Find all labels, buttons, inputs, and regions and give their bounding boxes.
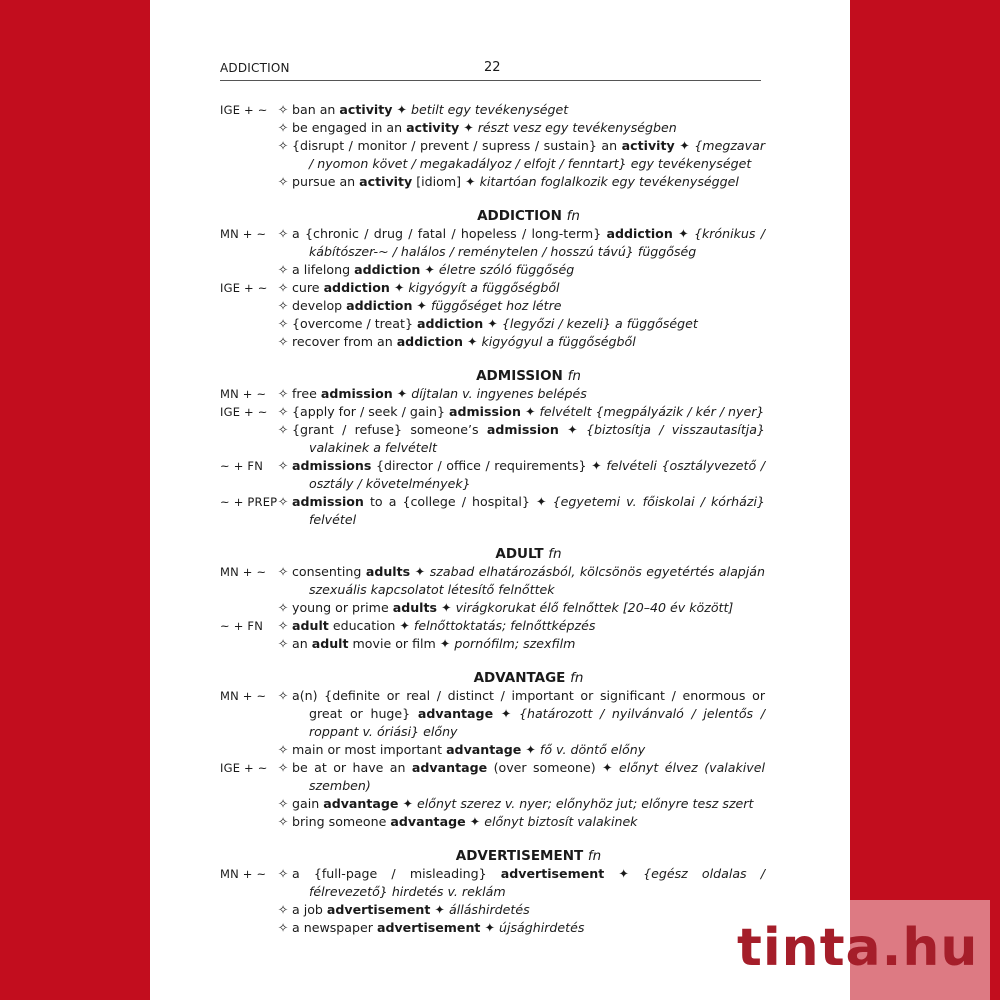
grammar-label: [220, 261, 274, 279]
watermark-logo: tinta.hu: [737, 918, 979, 978]
headword-text: ADVANTAGE: [473, 670, 566, 686]
diamond-bullet-icon: ✧: [277, 316, 289, 331]
dictionary-entry: [220, 367, 765, 529]
grammar-label: IGE + ~: [220, 103, 268, 117]
dictionary-entry: [220, 101, 765, 191]
collocation-line: [220, 137, 765, 173]
collocation-line: [220, 795, 765, 813]
headword: [292, 207, 765, 225]
running-header: [220, 60, 761, 81]
collocation-line: [220, 279, 765, 297]
collocation-text: consenting adults ✦ szabad elhatározásból, kölcsönös egyetértés alapján szexuális kapcsolatot létesítő felnőttek: [292, 564, 765, 597]
diamond-bullet-icon: ✧: [277, 386, 289, 401]
grammar-label: [220, 119, 274, 137]
collocation-line: [220, 865, 765, 901]
collocation-line: [220, 101, 765, 119]
collocation-line: [220, 687, 765, 741]
diamond-bullet-icon: ✧: [277, 120, 289, 135]
collocation-line: [220, 225, 765, 261]
part-of-speech: fn: [567, 368, 581, 384]
grammar-label: [220, 919, 274, 937]
grammar-label: [220, 421, 274, 457]
headword-text: ADULT: [495, 546, 544, 562]
dictionary-entry: [220, 847, 765, 937]
grammar-label: MN + ~: [220, 565, 267, 579]
collocation-line: [220, 759, 765, 795]
grammar-label: MN + ~: [220, 867, 267, 881]
collocation-line: [220, 261, 765, 279]
diamond-bullet-icon: ✧: [277, 902, 289, 917]
grammar-label: MN + ~: [220, 227, 267, 241]
collocation-line: [220, 403, 765, 421]
headword-text: ADMISSION: [476, 368, 563, 384]
headword: [292, 545, 765, 563]
collocation-text: a job advertisement ✦ álláshirdetés: [292, 902, 530, 917]
collocation-line: [220, 617, 765, 635]
diamond-bullet-icon: ✧: [277, 600, 289, 615]
collocation-text: a lifelong addiction ✦ életre szóló függőség: [292, 262, 575, 277]
collocation-text: free admission ✦ díjtalan v. ingyenes belépés: [292, 386, 587, 401]
dictionary-page: [150, 0, 850, 1000]
dictionary-entry: [220, 669, 765, 831]
diamond-bullet-icon: ✧: [277, 138, 289, 153]
diamond-bullet-icon: ✧: [277, 636, 289, 651]
headword: [292, 847, 765, 865]
diamond-bullet-icon: ✧: [277, 618, 289, 633]
grammar-label: MN + ~: [220, 689, 267, 703]
collocation-text: gain advantage ✦ előnyt szerez v. nyer; előnyhöz jut; előnyre tesz szert: [292, 796, 754, 811]
diamond-bullet-icon: ✧: [277, 458, 289, 473]
collocation-text: a(n) {definite or real / distinct / important or significant / enormous or great or huge} advantage ✦ {határozott / nyilvánvaló / jelentős / roppant v. óriási} előny: [292, 688, 765, 739]
collocation-text: admissions {director / office / requirements} ✦ felvételi {osztályvezető / osztály / követelmények}: [292, 458, 766, 491]
grammar-label: [220, 741, 274, 759]
grammar-label: ~ + PREP: [220, 495, 278, 509]
grammar-label: [220, 297, 274, 315]
collocation-text: {overcome / treat} addiction ✦ {legyőzi / kezeli} a függőséget: [292, 316, 698, 331]
grammar-label: [220, 173, 274, 191]
grammar-label: [220, 901, 274, 919]
grammar-label: [220, 599, 274, 617]
grammar-label: [220, 635, 274, 653]
dictionary-entry: [220, 207, 765, 351]
grammar-label: [220, 333, 274, 351]
diamond-bullet-icon: ✧: [277, 494, 289, 509]
collocation-text: recover from an addiction ✦ kigyógyul a függőségből: [292, 334, 636, 349]
grammar-label: [220, 795, 274, 813]
diamond-bullet-icon: ✧: [277, 564, 289, 579]
collocation-line: [220, 333, 765, 351]
dictionary-entry: [220, 545, 765, 653]
diamond-bullet-icon: ✧: [277, 866, 289, 881]
headword: [292, 367, 765, 385]
collocation-line: [220, 385, 765, 403]
collocation-line: [220, 635, 765, 653]
collocation-text: cure addiction ✦ kigyógyít a függőségből: [292, 280, 560, 295]
grammar-label: IGE + ~: [220, 281, 268, 295]
part-of-speech: fn: [570, 670, 584, 686]
collocation-line: [220, 173, 765, 191]
collocation-text: develop addiction ✦ függőséget hoz létre: [292, 298, 562, 313]
collocation-line: [220, 315, 765, 333]
grammar-label: IGE + ~: [220, 761, 268, 775]
collocation-line: [220, 297, 765, 315]
collocation-line: [220, 741, 765, 759]
grammar-label: ~ + FN: [220, 619, 263, 633]
collocation-text: young or prime adults ✦ virágkorukat élő felnőttek [20–40 év között]: [292, 600, 734, 615]
collocation-text: be engaged in an activity ✦ részt vesz egy tevékenységben: [292, 120, 677, 135]
collocation-line: [220, 563, 765, 599]
diamond-bullet-icon: ✧: [277, 796, 289, 811]
collocation-text: adult education ✦ felnőttoktatás; felnőttképzés: [292, 618, 596, 633]
part-of-speech: fn: [587, 848, 602, 864]
grammar-label: [220, 315, 274, 333]
collocation-line: [220, 119, 765, 137]
collocation-text: admission to a {college / hospital} ✦ {egyetemi v. főiskolai / kórházi} felvétel: [292, 494, 765, 527]
collocation-line: [220, 813, 765, 831]
part-of-speech: fn: [566, 208, 580, 224]
diamond-bullet-icon: ✧: [277, 688, 289, 703]
collocation-text: a {chronic / drug / fatal / hopeless / long-term} addiction ✦ {krónikus / kábítószer-~ / halálos / reménytelen / hosszú távú} függőség: [292, 226, 765, 259]
diamond-bullet-icon: ✧: [277, 262, 289, 277]
collocation-text: {grant / refuse} someone’s admission ✦ {biztosítja / visszautasítja} valakinek a felvételt: [292, 422, 766, 455]
collocation-text: ban an activity ✦ betilt egy tevékenységet: [292, 102, 569, 117]
collocation-text: a newspaper advertisement ✦ újsághirdetés: [292, 920, 585, 935]
diamond-bullet-icon: ✧: [277, 404, 289, 419]
collocation-text: pursue an activity [idiom] ✦ kitartóan foglalkozik egy tevékenységgel: [292, 174, 739, 189]
collocation-text: a {full-page / misleading} advertisement ✦ {egész oldalas / félrevezető} hirdetés v. reklám: [292, 866, 765, 899]
page-number: 22: [484, 60, 501, 75]
collocation-text: {disrupt / monitor / prevent / supress / sustain} an activity ✦ {megzavar / nyomon követ / megakadályoz / elfojt / fenntart} egy tevékenységet: [292, 138, 765, 171]
grammar-label: MN + ~: [220, 387, 267, 401]
headword-text: ADDICTION: [477, 208, 562, 224]
grammar-label: IGE + ~: [220, 405, 268, 419]
collocation-line: [220, 493, 765, 529]
grammar-label: [220, 137, 274, 173]
headword-text: ADVERTISEMENT: [455, 848, 584, 864]
collocation-text: {apply for / seek / gain} admission ✦ felvételt {megpályázik / kér / nyer}: [292, 404, 765, 419]
collocation-line: [220, 599, 765, 617]
diamond-bullet-icon: ✧: [277, 422, 289, 437]
diamond-bullet-icon: ✧: [277, 102, 289, 117]
diamond-bullet-icon: ✧: [277, 280, 289, 295]
diamond-bullet-icon: ✧: [277, 174, 289, 189]
collocation-text: main or most important advantage ✦ fő v. döntő előny: [292, 742, 646, 757]
grammar-label: ~ + FN: [220, 459, 263, 473]
collocation-line: [220, 421, 765, 457]
diamond-bullet-icon: ✧: [277, 742, 289, 757]
diamond-bullet-icon: ✧: [277, 298, 289, 313]
dictionary-entries: [220, 101, 765, 937]
collocation-text: be at or have an advantage (over someone) ✦ előnyt élvez (valakivel szemben): [292, 760, 765, 793]
grammar-label: [220, 813, 274, 831]
diamond-bullet-icon: ✧: [277, 226, 289, 241]
running-head-title: ADDICTION: [220, 61, 290, 75]
collocation-text: bring someone advantage ✦ előnyt biztosít valakinek: [292, 814, 638, 829]
collocation-line: [220, 919, 765, 937]
collocation-line: [220, 457, 765, 493]
collocation-line: [220, 901, 765, 919]
diamond-bullet-icon: ✧: [277, 334, 289, 349]
collocation-text: an adult movie or film ✦ pornófilm; szexfilm: [292, 636, 576, 651]
diamond-bullet-icon: ✧: [277, 760, 289, 775]
headword: [292, 669, 765, 687]
diamond-bullet-icon: ✧: [277, 920, 289, 935]
part-of-speech: fn: [548, 546, 562, 562]
diamond-bullet-icon: ✧: [277, 814, 289, 829]
